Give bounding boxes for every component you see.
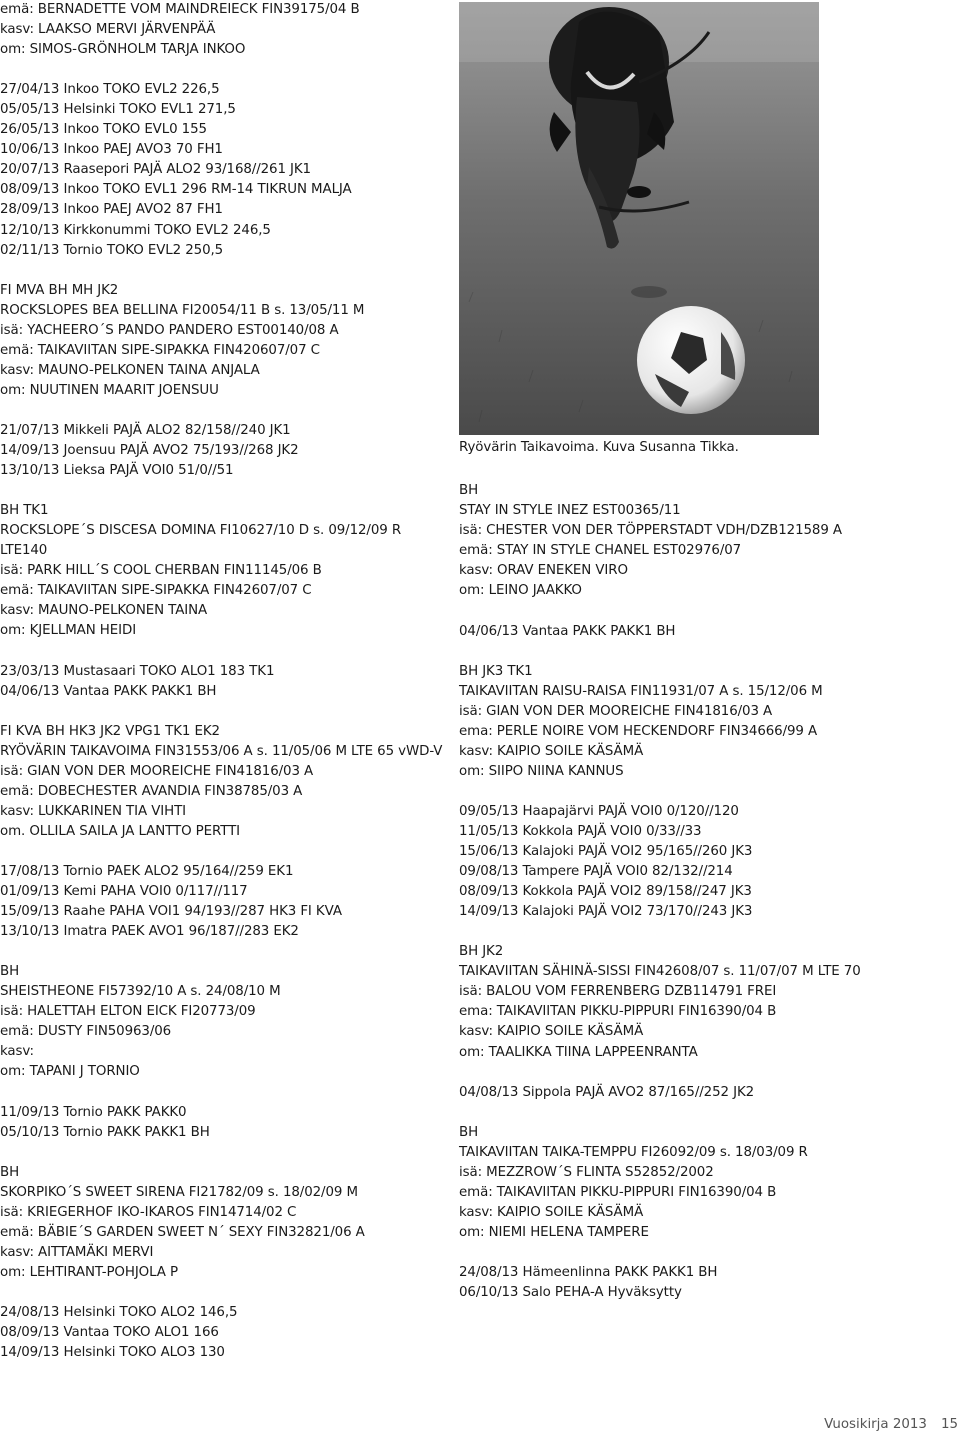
text-line: 08/09/13 Inkoo TOKO EVL1 296 RM-14 TIKRUN MALJA — [0, 182, 352, 198]
text-line: BH — [0, 964, 20, 980]
text-line: 08/09/13 Kokkola PAJÄ VOI2 89/158//247 JK3 — [459, 884, 752, 900]
text-line: 10/06/13 Inkoo PAEJ AVO3 70 FH1 — [0, 142, 223, 158]
text-line: kasv: — [0, 1044, 34, 1060]
text-line: 04/06/13 Vantaa PAKK PAKK1 BH — [459, 623, 676, 639]
blank-line — [0, 261, 450, 281]
text-line: 24/08/13 Helsinki TOKO ALO2 146,5 — [0, 1305, 238, 1321]
text-line: 14/09/13 Helsinki TOKO ALO3 130 — [0, 1345, 225, 1361]
footer-title: Vuosikirja 2013 — [824, 1417, 927, 1432]
text-line: LTE140 — [0, 543, 48, 559]
blank-line — [459, 922, 959, 942]
text-line: ROCKSLOPE´S DISCESA DOMINA FI10627/10 D s. 09/12/09 R — [0, 523, 402, 539]
text-line: 04/08/13 Sippola PAJÄ AVO2 87/165//252 JK2 — [459, 1084, 755, 1100]
dog-photo — [459, 2, 819, 435]
blank-line — [459, 782, 959, 802]
text-line: isä: GIAN VON DER MOOREICHE FIN41816/03 A — [0, 763, 314, 779]
text-line: 14/09/13 Joensuu PAJÄ AVO2 75/193//268 JK2 — [0, 443, 299, 459]
text-line: kasv: KAIPIO SOILE KÄSÄMÄ — [459, 743, 644, 759]
text-line: om: LEINO JAAKKO — [459, 583, 582, 599]
text-line: BH TK1 — [0, 503, 49, 519]
text-line: om: TAALIKKA TIINA LAPPEENRANTA — [459, 1044, 698, 1060]
text-line: TAIKAVIITAN SÄHINÄ-SISSI FIN42608/07 s. 11/07/07 M LTE 70 — [459, 964, 861, 980]
text-line: SKORPIKO´S SWEET SIRENA FI21782/09 s. 18/02/09 M — [0, 1184, 358, 1200]
text-line: 02/11/13 Tornio TOKO EVL2 250,5 — [0, 242, 224, 258]
text-line: 04/06/13 Vantaa PAKK PAKK1 BH — [0, 683, 217, 699]
text-line: 24/08/13 Hämeenlinna PAKK PAKK1 BH — [459, 1265, 718, 1281]
text-line: BH JK2 — [459, 944, 504, 960]
text-line: 13/10/13 Lieksa PAJÄ VOI0 51/0//51 — [0, 463, 234, 479]
text-line: om. OLLILA SAILA JA LANTTO PERTTI — [0, 823, 241, 839]
text-line: isä: HALETTAH ELTON EICK FI20773/09 — [0, 1004, 256, 1020]
text-line: STAY IN STYLE INEZ EST00365/11 — [459, 503, 681, 519]
blank-line — [0, 60, 450, 80]
blank-line — [459, 1103, 959, 1123]
text-line: TAIKAVIITAN RAISU-RAISA FIN11931/07 A s. 15/12/06 M — [459, 683, 823, 699]
text-line: FI KVA BH HK3 JK2 VPG1 TK1 EK2 — [0, 723, 220, 739]
text-line: TAIKAVIITAN TAIKA-TEMPPU FI26092/09 s. 18/03/09 R — [459, 1144, 808, 1160]
text-line: 11/05/13 Kokkola PAJÄ VOI0 0/33//33 — [459, 823, 702, 839]
text-line: 15/06/13 Kalajoki PAJÄ VOI2 95/165//260 JK3 — [459, 844, 753, 860]
blank-line — [459, 1243, 959, 1263]
text-line: BH — [459, 1124, 479, 1140]
blank-line — [459, 1063, 959, 1083]
blank-line — [0, 401, 450, 421]
text-line: emä: TAIKAVIITAN SIPE-SIPAKKA FIN420607/07 C — [0, 342, 320, 358]
text-line: kasv: AITTAMÄKI MERVI — [0, 1244, 154, 1260]
text-line: 05/10/13 Tornio PAKK PAKK1 BH — [0, 1124, 210, 1140]
text-line: FI MVA BH MH JK2 — [0, 282, 119, 298]
blank-line — [459, 461, 959, 481]
text-line: BH — [0, 1164, 20, 1180]
text-line: 01/09/13 Kemi PAHA VOI0 0/117//117 — [0, 884, 248, 900]
blank-line — [0, 1283, 450, 1303]
dog-running-with-ball-photo-icon — [459, 2, 819, 435]
text-line: 13/10/13 Imatra PAEK AVO1 96/187//283 EK2 — [0, 924, 299, 940]
text-line: BH — [459, 483, 479, 499]
text-line: 06/10/13 Salo PEHA-A Hyväksytty — [459, 1285, 682, 1301]
text-line: om: SIMOS-GRÖNHOLM TARJA INKOO — [0, 42, 246, 58]
blank-line — [459, 642, 959, 662]
text-line: 08/09/13 Vantaa TOKO ALO1 166 — [0, 1325, 219, 1341]
left-column — [0, 0, 450, 1363]
text-line: 15/09/13 Raahe PAHA VOI1 94/193//287 HK3 FI KVA — [0, 904, 342, 920]
text-line: ema: TAIKAVIITAN PIKKU-PIPPURI FIN16390/04 B — [459, 1004, 777, 1020]
text-line: 14/09/13 Kalajoki PAJÄ VOI2 73/170//243 JK3 — [459, 904, 753, 920]
text-line: 17/08/13 Tornio PAEK ALO2 95/164//259 EK1 — [0, 864, 294, 880]
text-line: om: SIIPO NIINA KANNUS — [459, 763, 624, 779]
text-line: kasv: MAUNO-PELKONEN TAINA ANJALA — [0, 362, 260, 378]
text-line: 28/09/13 Inkoo PAEJ AVO2 87 FH1 — [0, 202, 223, 218]
text-line: emä: DOBECHESTER AVANDIA FIN38785/03 A — [0, 783, 303, 799]
text-line: isä: GIAN VON DER MOOREICHE FIN41816/03 A — [459, 703, 773, 719]
page-footer — [824, 1416, 958, 1434]
text-line: om: TAPANI J TORNIO — [0, 1064, 140, 1080]
text-line: 11/09/13 Tornio PAKK PAKK0 — [0, 1104, 187, 1120]
text-line: kasv: ORAV ENEKEN VIRO — [459, 563, 628, 579]
blank-line — [0, 642, 450, 662]
blank-line — [459, 601, 959, 621]
text-line: om: NUUTINEN MAARIT JOENSUU — [0, 382, 219, 398]
text-line: isä: CHESTER VON DER TÖPPERSTADT VDH/DZB121589 A — [459, 523, 842, 539]
blank-line — [0, 481, 450, 501]
text-line: SHEISTHEONE FI57392/10 A s. 24/08/10 M — [0, 984, 281, 1000]
text-line: kasv: LUKKARINEN TIA VIHTI — [0, 803, 186, 819]
text-line: 05/05/13 Helsinki TOKO EVL1 271,5 — [0, 102, 236, 118]
text-line: emä: BÄBIE´S GARDEN SWEET N´ SEXY FIN32821/06 A — [0, 1224, 365, 1240]
text-line: emä: DUSTY FIN50963/06 — [0, 1024, 172, 1040]
text-line: isä: BALOU VOM FERRENBERG DZB114791 FREI — [459, 984, 777, 1000]
text-line: ROCKSLOPES BEA BELLINA FI20054/11 B s. 13/05/11 M — [0, 302, 365, 318]
text-line: 09/05/13 Haapajärvi PAJÄ VOI0 0/120//120 — [459, 803, 739, 819]
photo-caption: Ryövärin Taikavoima. Kuva Susanna Tikka. — [459, 440, 739, 455]
text-line: isä: YACHEERO´S PANDO PANDERO EST00140/08 A — [0, 322, 339, 338]
text-line: emä: STAY IN STYLE CHANEL EST02976/07 — [459, 543, 742, 559]
text-line: emä: TAIKAVIITAN SIPE-SIPAKKA FIN42607/07 C — [0, 583, 312, 599]
text-line: 20/07/13 Raasepori PAJÄ ALO2 93/168//261 JK1 — [0, 162, 311, 178]
text-line: isä: PARK HILL´S COOL CHERBAN FIN11145/06 B — [0, 563, 322, 579]
text-line: emä: TAIKAVIITAN PIKKU-PIPPURI FIN16390/04 B — [459, 1184, 777, 1200]
text-line: ema: PERLE NOIRE VOM HECKENDORF FIN34666/99 A — [459, 723, 818, 739]
text-line: kasv: KAIPIO SOILE KÄSÄMÄ — [459, 1024, 644, 1040]
text-line: om: NIEMI HELENA TAMPERE — [459, 1224, 649, 1240]
text-line: emä: BERNADETTE VOM MAINDREIECK FIN39175/04 B — [0, 2, 360, 17]
text-line: isä: KRIEGERHOF IKO-IKAROS FIN14714/02 C — [0, 1204, 297, 1220]
text-line: 12/10/13 Kirkkonummi TOKO EVL2 246,5 — [0, 222, 271, 238]
blank-line — [0, 1143, 450, 1163]
text-line: 27/04/13 Inkoo TOKO EVL2 226,5 — [0, 82, 220, 98]
text-line: 26/05/13 Inkoo TOKO EVL0 155 — [0, 122, 207, 138]
right-column — [459, 461, 959, 1303]
text-line: isä: MEZZROW´S FLINTA S52852/2002 — [459, 1164, 714, 1180]
text-line: om: KJELLMAN HEIDI — [0, 623, 137, 639]
text-line: 09/08/13 Tampere PAJÄ VOI0 82/132//214 — [459, 864, 733, 880]
text-line: kasv: MAUNO-PELKONEN TAINA — [0, 603, 208, 619]
text-line: 21/07/13 Mikkeli PAJÄ ALO2 82/158//240 JK1 — [0, 422, 291, 438]
blank-line — [0, 942, 450, 962]
text-line: kasv: KAIPIO SOILE KÄSÄMÄ — [459, 1204, 644, 1220]
text-line: 23/03/13 Mustasaari TOKO ALO1 183 TK1 — [0, 663, 275, 679]
text-line: RYÖVÄRIN TAIKAVOIMA FIN31553/06 A s. 11/05/06 M LTE 65 vWD-V — [0, 743, 443, 759]
page-number: 15 — [940, 1417, 958, 1432]
blank-line — [0, 702, 450, 722]
blank-line — [0, 1083, 450, 1103]
text-line: kasv: LAAKSO MERVI JÄRVENPÄÄ — [0, 22, 216, 38]
text-line: BH JK3 TK1 — [459, 663, 533, 679]
text-line: om: LEHTIRANT-POHJOLA P — [0, 1264, 178, 1280]
blank-line — [0, 842, 450, 862]
